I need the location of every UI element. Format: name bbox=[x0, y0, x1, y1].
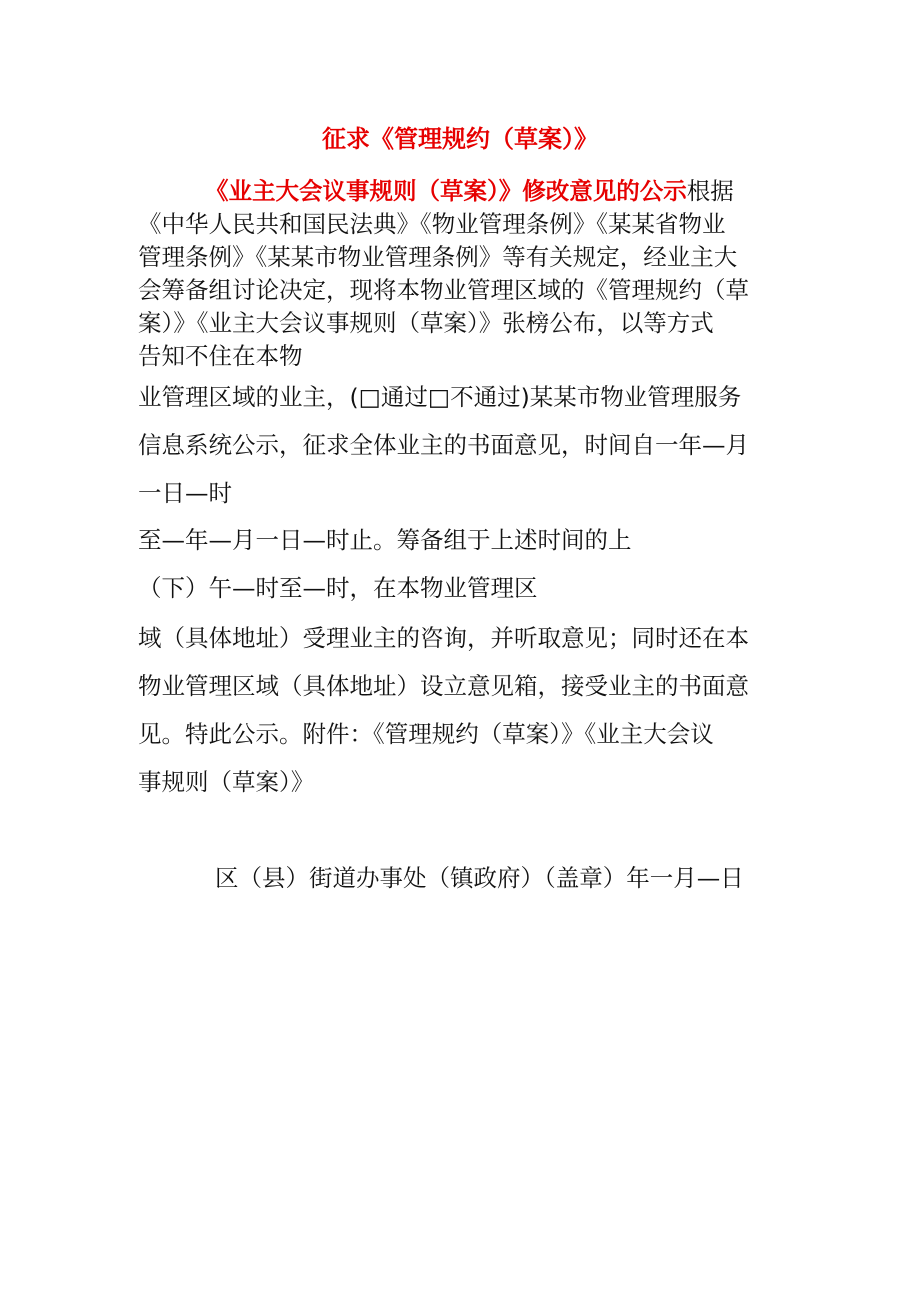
body-line: 信息系统公示，征求全体业主的书面意见，时间自一年—月 bbox=[138, 431, 749, 459]
body-line: 见。特此公示。附件：《管理规约（草案）》《业主大会议 bbox=[138, 720, 714, 748]
body-block-address-attachments bbox=[138, 614, 788, 806]
body-line: 一日—时 bbox=[138, 479, 232, 507]
intro-line-2: 管理条例》《某某市物业管理条例》等有关规定，经业主大 bbox=[138, 243, 738, 271]
document-subtitle: 《业主大会议事规则（草案）》修改意见的公示 bbox=[205, 177, 687, 205]
intro-line-3: 会筹备组讨论决定，现将本物业管理区域的《管理规约（草 bbox=[138, 276, 749, 304]
document-title: 征求《管理规约（草案）》 bbox=[322, 125, 598, 153]
body-line: 物业管理区域（具体地址）设立意见箱，接受业主的书面意 bbox=[138, 672, 749, 700]
body-line: （下）午—时至—时，在本物业管理区 bbox=[138, 574, 538, 602]
body-block-time-range bbox=[138, 516, 788, 564]
intro-paragraph bbox=[138, 175, 783, 373]
signature-line: 区（县）街道办事处（镇政府）（盖章）年一月—日 bbox=[215, 864, 744, 892]
body-line: 业管理区域的业主，(□通过□不通过)某某市物业管理服务 bbox=[138, 383, 742, 411]
intro-line-5: 告知不住在本物 bbox=[138, 342, 303, 370]
body-block-notice-method bbox=[138, 373, 788, 517]
intro-first-line bbox=[138, 175, 783, 208]
body-line: 事规则（草案）》 bbox=[138, 768, 315, 796]
intro-line-4: 案）》《业主大会议事规则（草案）》张榜公布，以等方式 bbox=[138, 309, 714, 337]
body-block-consult-time bbox=[138, 564, 788, 612]
intro-line-1: 《中华人民共和国民法典》《物业管理条例》《某某省物业 bbox=[138, 210, 726, 238]
body-line: 域（具体地址）受理业主的咨询，并听取意见；同时还在本 bbox=[138, 624, 749, 652]
intro-line-0: 根据 bbox=[686, 177, 734, 205]
body-line: 至—年—月一日—时止。筹备组于上述时间的上 bbox=[138, 526, 632, 554]
